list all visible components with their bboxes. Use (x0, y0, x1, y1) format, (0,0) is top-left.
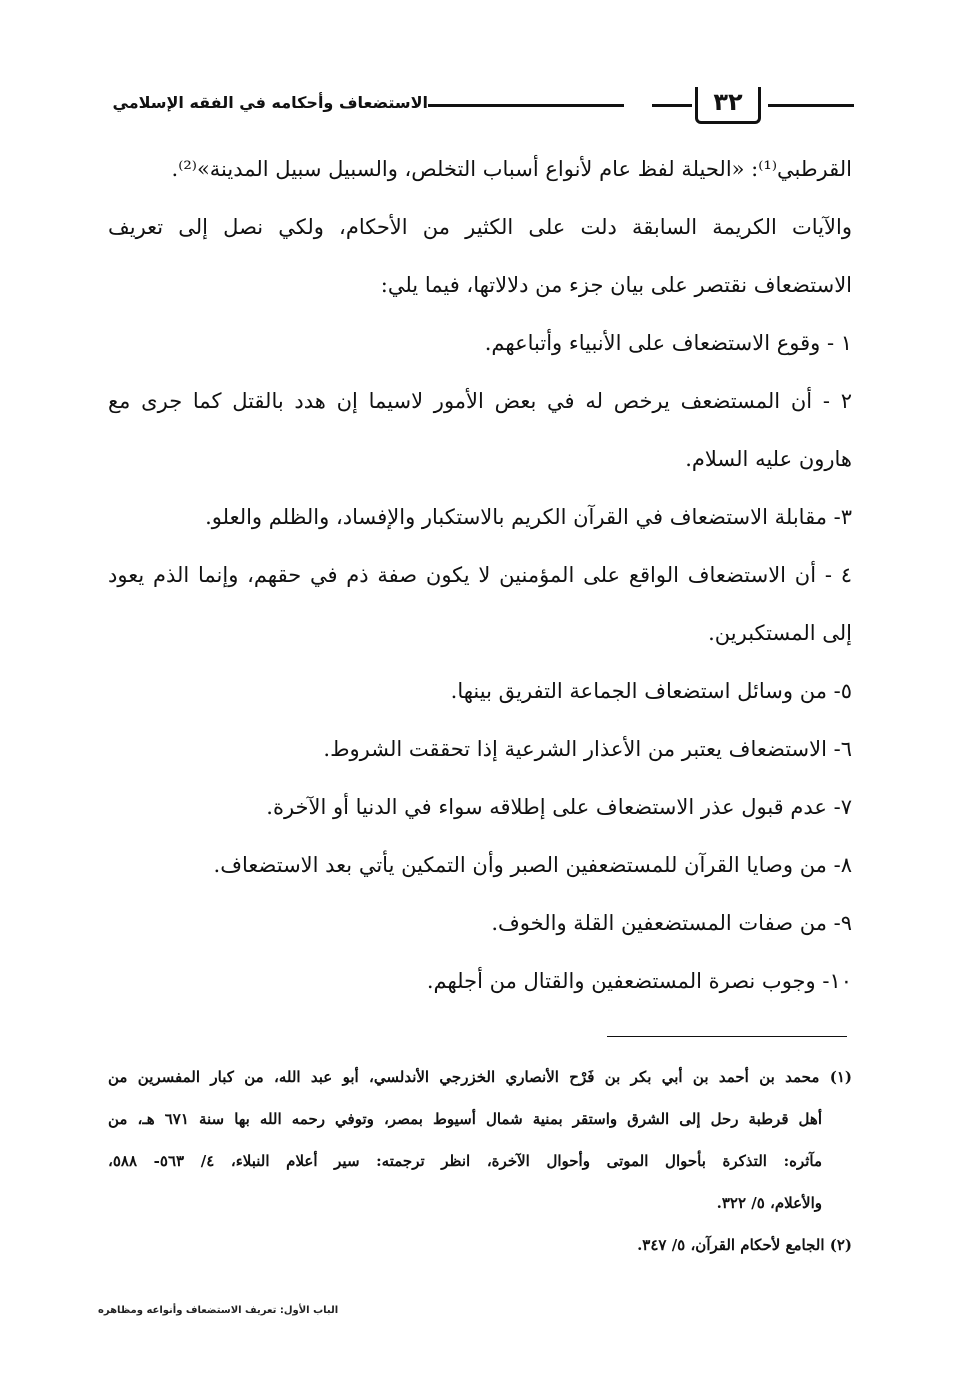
list-item-continuation: إلى المستكبرين. (708, 621, 852, 645)
list-item: ٤ - أن الاستضعاف الواقع على المؤمنين لا يكون صفة ذم في حقهم، وإنما الذم يعود (108, 563, 852, 587)
list-item: ٥- من وسائل استضعاف الجماعة التفريق بينها. (450, 679, 852, 703)
header-rule-right (768, 104, 854, 107)
footnote-line: والأعلام، ٥/ ٣٢٢. (716, 1194, 822, 1212)
header-rule-middle (652, 104, 692, 107)
page-number: ٣٢ (695, 87, 761, 124)
list-item: ٨- من وصايا القرآن للمستضعفين الصبر وأن التمكين يأتي بعد الاستضعاف. (213, 853, 852, 877)
body-line: الاستضعاف نقتصر على بيان جزء من دلالاتها، فيما يلي: (380, 273, 852, 297)
header-rule-left (428, 104, 624, 107)
body-line: القرطبي⁽¹⁾: «الحيلة لفظ عام لأنواع أسباب التخلص، والسبيل سبيل المدينة»⁽²⁾. (171, 157, 852, 181)
footnote-line: (١) محمد بن أحمد بن أبي بكر بن فَرْح الأنصاري الخزرجي الأندلسي، أبو عبد الله، من كبار المفسرين من (108, 1068, 852, 1086)
footer-chapter-title: الباب الأول: تعريف الاستضعاف وأنواعه ومظاهره (98, 1305, 339, 1316)
list-item: ٢ - أن المستضعف يرخص له في بعض الأمور لاسيما إن هدد بالقتل كما جرى مع (108, 389, 852, 413)
footnote-separator (607, 1036, 847, 1037)
list-item: ١ - وقوع الاستضعاف على الأنبياء وأتباعهم. (484, 331, 852, 355)
footnote-line: مآثره: التذكرة بأحوال الموتى وأحوال الآخرة، انظر ترجمته: سير أعلام النبلاء، ٤/ ٥٦٣- ٥٨٨، (108, 1152, 823, 1170)
footnote-line: (٢) الجامع لأحكام القرآن، ٥/ ٣٤٧. (637, 1236, 852, 1254)
list-item: ٧- عدم قبول عذر الاستضعاف على إطلاقه سواء في الدنيا أو الآخرة. (266, 795, 852, 819)
list-item: ٦- الاستضعاف يعتبر من الأعذار الشرعية إذا تحققت الشروط. (323, 737, 852, 761)
list-item: ١٠- وجوب نصرة المستضعفين والقتال من أجلهم. (426, 969, 852, 993)
body-text (108, 140, 852, 1010)
list-item-continuation: هارون عليه السلام. (685, 447, 852, 471)
footnotes (108, 1056, 852, 1266)
list-item: ٣- مقابلة الاستضعاف في القرآن الكريم بالاستكبار والإفساد، والظلم والعلو. (205, 505, 852, 529)
list-item: ٩- من صفات المستضعفين القلة والخوف. (491, 911, 852, 935)
footnote-line: أهل قرطبة رحل إلى الشرق واستقر بمنية شمال أسيوط بمصر، وتوفي رحمه الله بها سنة ٦٧١ هـ، من (108, 1110, 822, 1128)
page-header (102, 82, 854, 126)
running-title: الاستضعاف وأحكامه في الفقه الإسلامي (112, 93, 428, 112)
body-line: والآيات الكريمة السابقة دلت على الكثير من الأحكام، ولكي نصل إلى تعريف (108, 215, 852, 239)
